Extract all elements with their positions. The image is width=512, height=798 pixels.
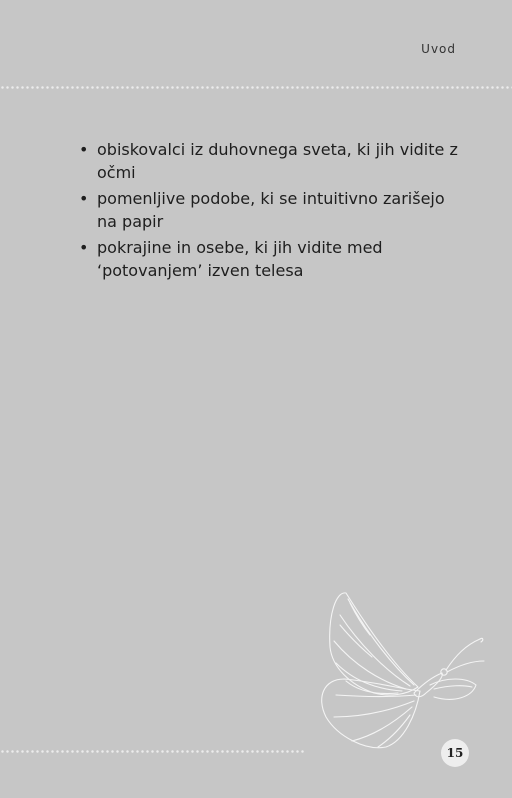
bullet-list [79, 138, 463, 285]
list-item-text: pomenljive podobe, ki se intuitivno zarišejo na papir [97, 189, 445, 231]
butterfly-illustration [310, 585, 490, 755]
list-item [79, 236, 463, 282]
running-head: Uvod [421, 42, 456, 56]
bullet-icon: • [79, 238, 89, 257]
list-item-text: pokrajine in osebe, ki jih vidite med ‘potovanjem’ izven telesa [97, 238, 383, 280]
list-item [79, 138, 463, 184]
bullet-icon: • [79, 140, 89, 159]
page-number: 15 [441, 739, 469, 767]
list-item-text: obiskovalci iz duhovnega sveta, ki jih vidite z očmi [97, 140, 458, 182]
bottom-dotted-divider [0, 750, 306, 753]
list-item [79, 187, 463, 233]
top-dotted-divider [0, 86, 512, 89]
bullet-icon: • [79, 189, 89, 208]
